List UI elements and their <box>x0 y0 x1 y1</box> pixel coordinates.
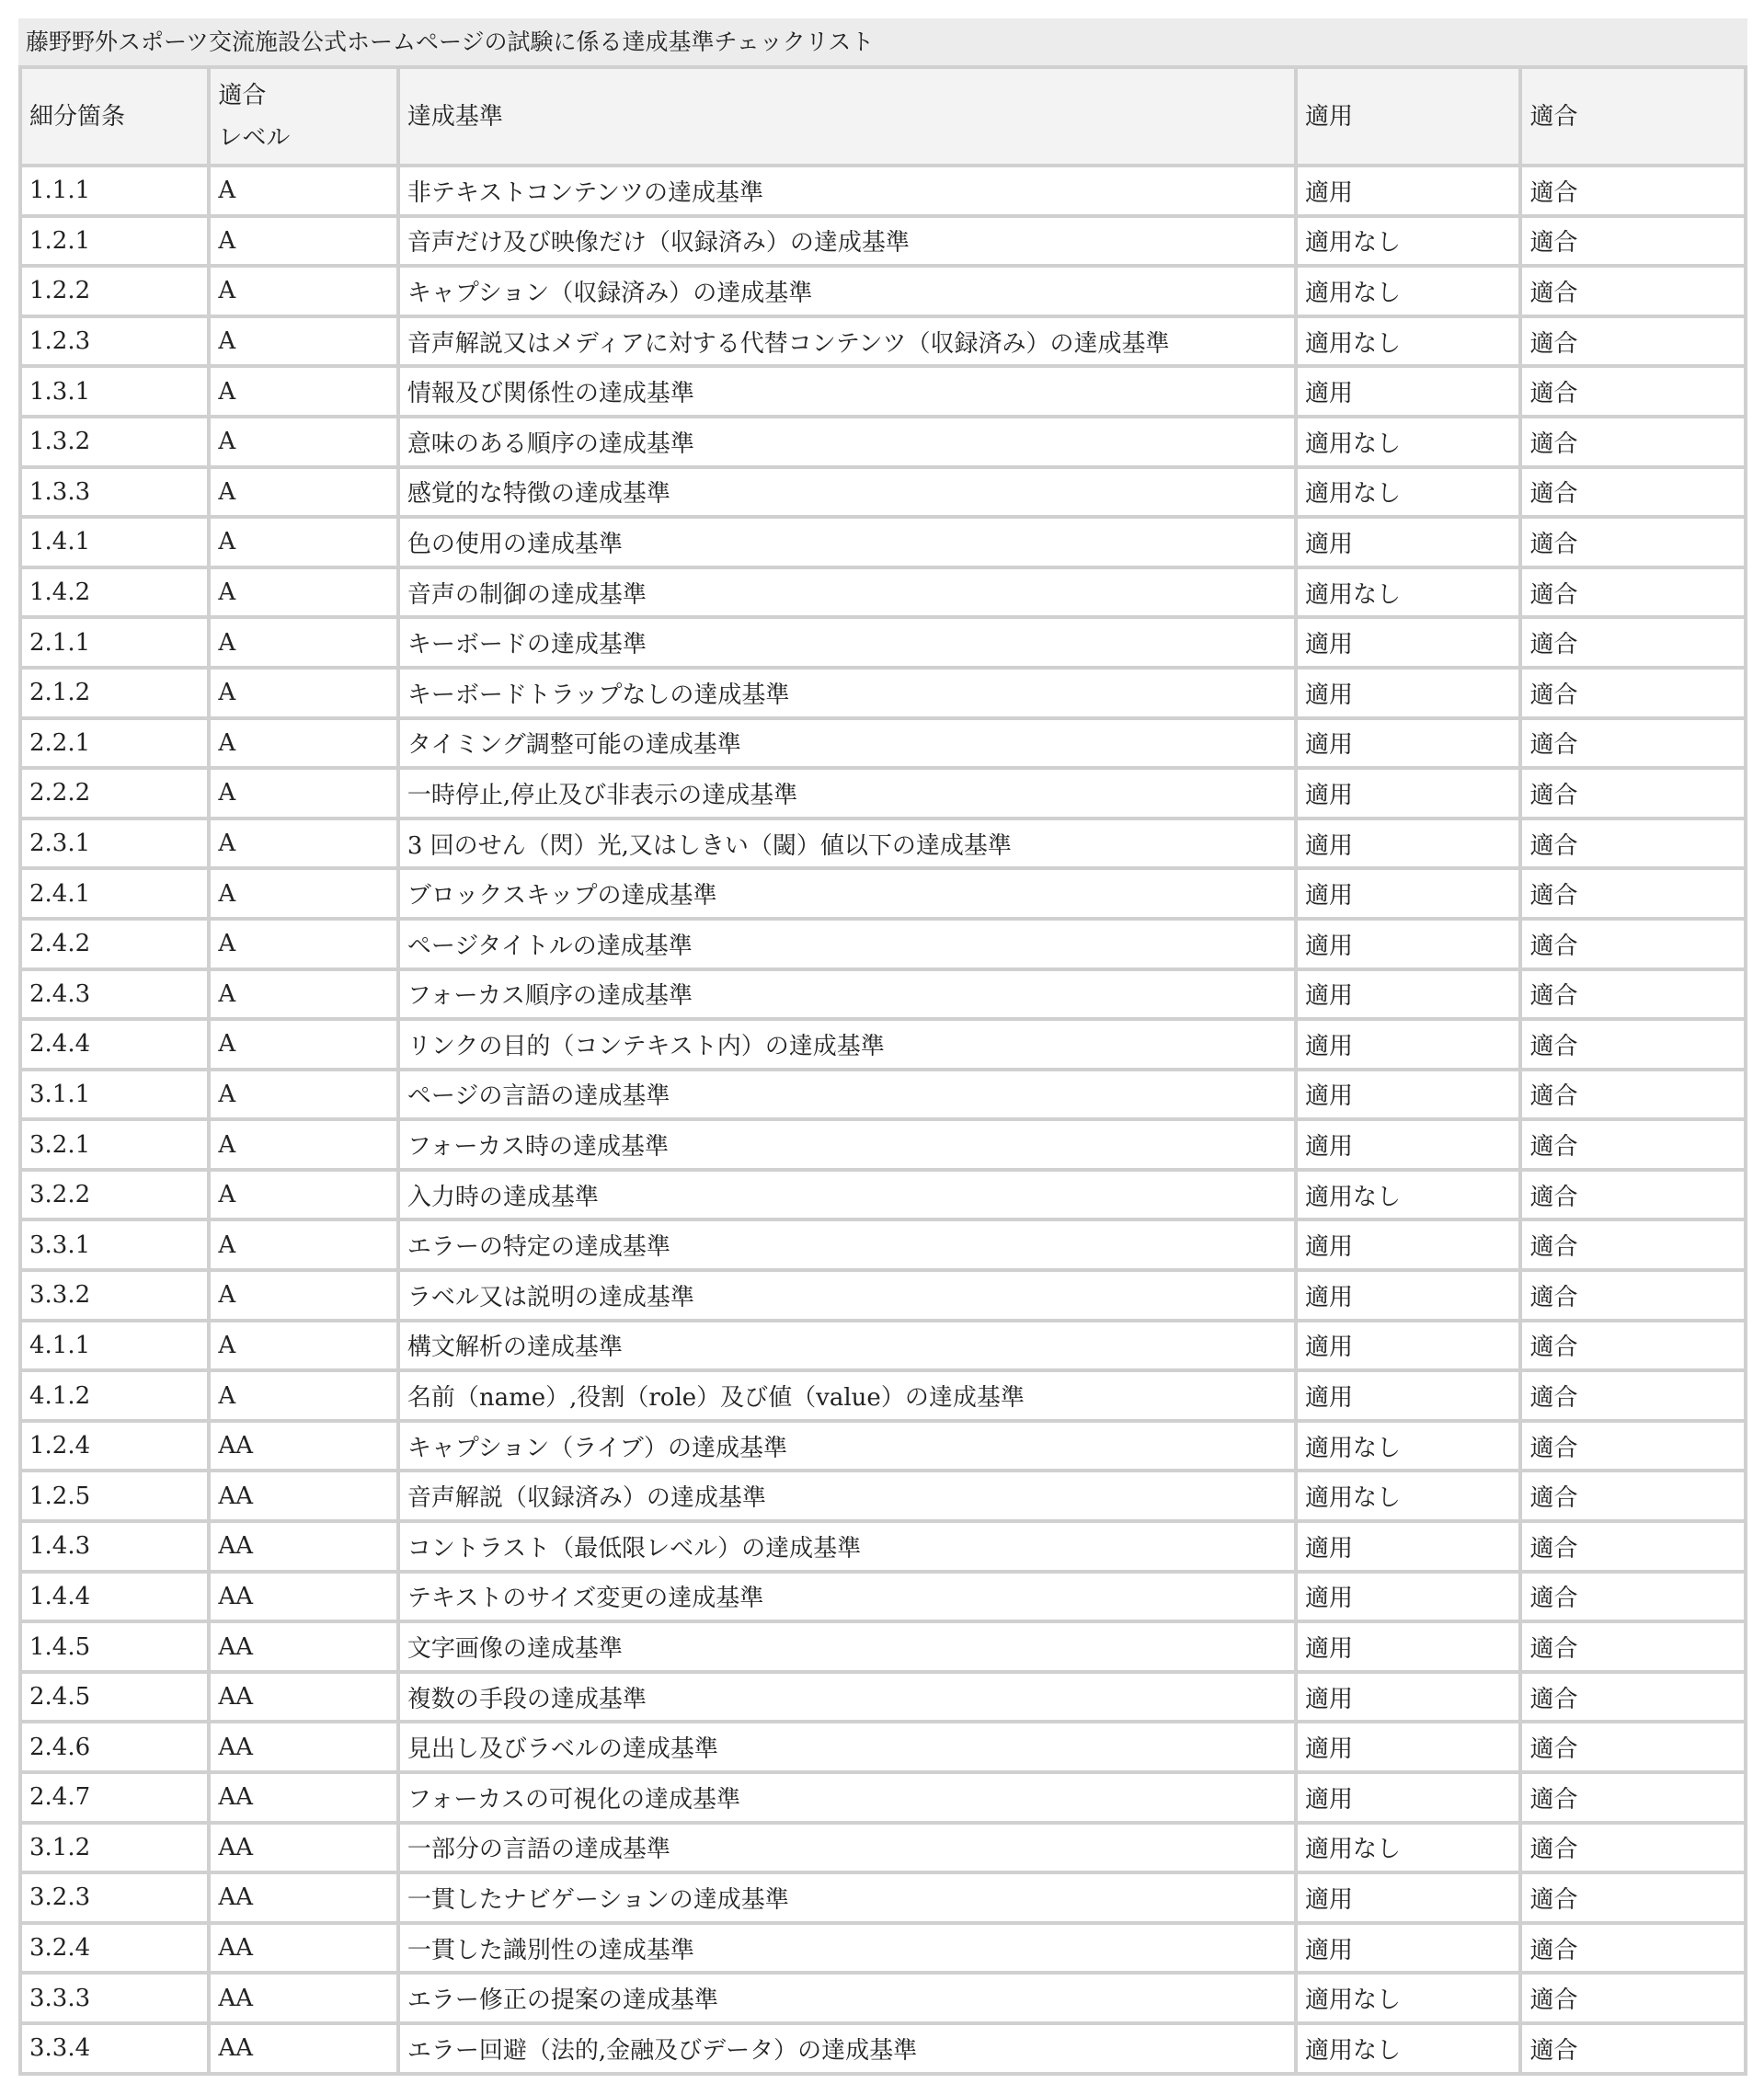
cell-conformance: 適合 <box>1522 1774 1744 1821</box>
cell-conformance: 適合 <box>1522 1221 1744 1268</box>
cell-criterion: 音声解説又はメディアに対する代替コンテンツ（収録済み）の達成基準 <box>400 318 1294 365</box>
cell-level: A <box>211 519 395 566</box>
table-row <box>22 921 1744 967</box>
cell-id: 3.3.1 <box>22 1221 207 1268</box>
cell-id: 1.3.2 <box>22 418 207 465</box>
cell-criterion: エラーの特定の達成基準 <box>400 1221 1294 1268</box>
cell-level: A <box>211 1272 395 1319</box>
header-conformance: 適合 <box>1522 69 1744 164</box>
cell-level: AA <box>211 1723 395 1770</box>
cell-id: 2.4.1 <box>22 870 207 917</box>
cell-criterion: キャプション（ライブ）の達成基準 <box>400 1423 1294 1470</box>
cell-id: 1.4.3 <box>22 1523 207 1570</box>
table-row <box>22 820 1744 867</box>
cell-id: 2.4.2 <box>22 921 207 967</box>
table-row <box>22 1071 1744 1118</box>
cell-level: AA <box>211 1623 395 1670</box>
table-row <box>22 619 1744 666</box>
cell-id: 3.2.1 <box>22 1121 207 1168</box>
table-row <box>22 1121 1744 1168</box>
header-level <box>211 69 395 164</box>
cell-conformance: 適合 <box>1522 619 1744 666</box>
cell-level: A <box>211 1021 395 1068</box>
cell-id: 1.4.2 <box>22 569 207 616</box>
table-row <box>22 1723 1744 1770</box>
cell-criterion: 一部分の言語の達成基準 <box>400 1825 1294 1872</box>
cell-level: AA <box>211 2025 395 2072</box>
cell-id: 2.4.6 <box>22 1723 207 1770</box>
cell-conformance: 適合 <box>1522 1925 1744 1972</box>
cell-level: AA <box>211 1874 395 1921</box>
cell-conformance: 適合 <box>1522 1825 1744 1872</box>
cell-id: 3.2.2 <box>22 1172 207 1219</box>
cell-applies: 適用なし <box>1298 1825 1519 1872</box>
table-row <box>22 1825 1744 1872</box>
cell-id: 2.1.2 <box>22 670 207 716</box>
cell-applies: 適用 <box>1298 368 1519 415</box>
cell-id: 3.1.2 <box>22 1825 207 1872</box>
cell-id: 2.4.4 <box>22 1021 207 1068</box>
cell-applies: 適用 <box>1298 1523 1519 1570</box>
cell-level: A <box>211 218 395 265</box>
cell-criterion: テキストのサイズ変更の達成基準 <box>400 1574 1294 1620</box>
cell-level: A <box>211 870 395 917</box>
cell-conformance: 適合 <box>1522 318 1744 365</box>
cell-conformance: 適合 <box>1522 1472 1744 1519</box>
cell-id: 1.4.5 <box>22 1623 207 1670</box>
table-row <box>22 1574 1744 1620</box>
cell-conformance: 適合 <box>1522 1975 1744 2021</box>
cell-id: 1.3.3 <box>22 469 207 516</box>
table-row <box>22 418 1744 465</box>
cell-criterion: 見出し及びラベルの達成基準 <box>400 1723 1294 1770</box>
cell-level: AA <box>211 1774 395 1821</box>
table-row <box>22 1372 1744 1419</box>
table-row <box>22 670 1744 716</box>
cell-id: 4.1.2 <box>22 1372 207 1419</box>
cell-applies: 適用 <box>1298 770 1519 817</box>
cell-id: 2.2.2 <box>22 770 207 817</box>
cell-conformance: 適合 <box>1522 2025 1744 2072</box>
cell-id: 1.2.3 <box>22 318 207 365</box>
cell-applies: 適用 <box>1298 820 1519 867</box>
cell-conformance: 適合 <box>1522 368 1744 415</box>
table-row <box>22 971 1744 1018</box>
cell-applies: 適用 <box>1298 1021 1519 1068</box>
cell-applies: 適用 <box>1298 1674 1519 1721</box>
cell-id: 2.1.1 <box>22 619 207 666</box>
cell-applies: 適用 <box>1298 670 1519 716</box>
cell-conformance: 適合 <box>1522 1272 1744 1319</box>
cell-id: 1.4.4 <box>22 1574 207 1620</box>
cell-id: 2.4.5 <box>22 1674 207 1721</box>
table-row <box>22 1925 1744 1972</box>
cell-applies: 適用 <box>1298 1774 1519 1821</box>
cell-id: 3.1.1 <box>22 1071 207 1118</box>
cell-conformance: 適合 <box>1522 971 1744 1018</box>
cell-applies: 適用 <box>1298 870 1519 917</box>
cell-level: A <box>211 1322 395 1369</box>
cell-level: AA <box>211 1925 395 1972</box>
cell-criterion: 一貫した識別性の達成基準 <box>400 1925 1294 1972</box>
cell-applies: 適用 <box>1298 519 1519 566</box>
cell-conformance: 適合 <box>1522 268 1744 315</box>
table-row <box>22 469 1744 516</box>
cell-criterion: 音声の制御の達成基準 <box>400 569 1294 616</box>
cell-level: A <box>211 368 395 415</box>
cell-conformance: 適合 <box>1522 1574 1744 1620</box>
table-row <box>22 870 1744 917</box>
cell-criterion: ラベル又は説明の達成基準 <box>400 1272 1294 1319</box>
table-row <box>22 1874 1744 1921</box>
cell-criterion: キャプション（収録済み）の達成基準 <box>400 268 1294 315</box>
checklist-table <box>18 65 1747 2076</box>
cell-id: 4.1.1 <box>22 1322 207 1369</box>
cell-level: AA <box>211 1975 395 2021</box>
table-row <box>22 1472 1744 1519</box>
cell-criterion: タイミング調整可能の達成基準 <box>400 720 1294 767</box>
cell-criterion: 一貫したナビゲーションの達成基準 <box>400 1874 1294 1921</box>
cell-criterion: 文字画像の達成基準 <box>400 1623 1294 1670</box>
cell-conformance: 適合 <box>1522 770 1744 817</box>
cell-applies: 適用なし <box>1298 1975 1519 2021</box>
cell-criterion: 非テキストコンテンツの達成基準 <box>400 167 1294 214</box>
cell-level: A <box>211 167 395 214</box>
cell-criterion: 感覚的な特徴の達成基準 <box>400 469 1294 516</box>
cell-level: A <box>211 619 395 666</box>
cell-conformance: 適合 <box>1522 1071 1744 1118</box>
cell-level: A <box>211 670 395 716</box>
header-id: 細分箇条 <box>22 69 207 164</box>
table-row <box>22 318 1744 365</box>
header-level-line1: 適合 <box>218 81 267 109</box>
table-row <box>22 1523 1744 1570</box>
cell-conformance: 適合 <box>1522 720 1744 767</box>
cell-conformance: 適合 <box>1522 870 1744 917</box>
cell-conformance: 適合 <box>1522 670 1744 716</box>
table-row <box>22 1975 1744 2021</box>
cell-applies: 適用 <box>1298 1322 1519 1369</box>
cell-conformance: 適合 <box>1522 167 1744 214</box>
cell-applies: 適用なし <box>1298 2025 1519 2072</box>
cell-level: AA <box>211 1523 395 1570</box>
cell-criterion: 意味のある順序の達成基準 <box>400 418 1294 465</box>
cell-id: 1.2.4 <box>22 1423 207 1470</box>
cell-criterion: ブロックスキップの達成基準 <box>400 870 1294 917</box>
cell-applies: 適用なし <box>1298 569 1519 616</box>
cell-criterion: 複数の手段の達成基準 <box>400 1674 1294 1721</box>
table-row <box>22 1221 1744 1268</box>
cell-criterion: ページタイトルの達成基準 <box>400 921 1294 967</box>
cell-level: AA <box>211 1423 395 1470</box>
header-row <box>22 69 1744 164</box>
cell-id: 3.3.2 <box>22 1272 207 1319</box>
cell-id: 1.4.1 <box>22 519 207 566</box>
cell-level: A <box>211 820 395 867</box>
cell-applies: 適用 <box>1298 1221 1519 1268</box>
cell-criterion: 入力時の達成基準 <box>400 1172 1294 1219</box>
cell-criterion: 一時停止,停止及び非表示の達成基準 <box>400 770 1294 817</box>
cell-id: 3.3.3 <box>22 1975 207 2021</box>
cell-id: 1.1.1 <box>22 167 207 214</box>
cell-conformance: 適合 <box>1522 1674 1744 1721</box>
cell-level: A <box>211 770 395 817</box>
cell-id: 2.4.3 <box>22 971 207 1018</box>
cell-conformance: 適合 <box>1522 569 1744 616</box>
cell-applies: 適用 <box>1298 1372 1519 1419</box>
cell-criterion: 3 回のせん（閃）光,又はしきい（閾）値以下の達成基準 <box>400 820 1294 867</box>
cell-criterion: フォーカスの可視化の達成基準 <box>400 1774 1294 1821</box>
cell-criterion: 名前（name）,役割（role）及び値（value）の達成基準 <box>400 1372 1294 1419</box>
cell-level: A <box>211 418 395 465</box>
cell-id: 1.2.1 <box>22 218 207 265</box>
header-level-line2: レベル <box>218 123 291 152</box>
cell-applies: 適用なし <box>1298 1172 1519 1219</box>
cell-level: A <box>211 1372 395 1419</box>
table-row <box>22 569 1744 616</box>
cell-applies: 適用 <box>1298 1723 1519 1770</box>
cell-criterion: 音声解説（収録済み）の達成基準 <box>400 1472 1294 1519</box>
cell-criterion: エラー修正の提案の達成基準 <box>400 1975 1294 2021</box>
cell-id: 2.2.1 <box>22 720 207 767</box>
cell-conformance: 適合 <box>1522 519 1744 566</box>
cell-applies: 適用 <box>1298 971 1519 1018</box>
cell-level: AA <box>211 1674 395 1721</box>
cell-level: A <box>211 1121 395 1168</box>
cell-applies: 適用なし <box>1298 1472 1519 1519</box>
cell-criterion: フォーカス順序の達成基準 <box>400 971 1294 1018</box>
table-row <box>22 368 1744 415</box>
cell-applies: 適用 <box>1298 1874 1519 1921</box>
cell-level: AA <box>211 1472 395 1519</box>
cell-criterion: エラー回避（法的,金融及びデータ）の達成基準 <box>400 2025 1294 2072</box>
table-row <box>22 1172 1744 1219</box>
cell-conformance: 適合 <box>1522 218 1744 265</box>
cell-level: A <box>211 1172 395 1219</box>
cell-conformance: 適合 <box>1522 1172 1744 1219</box>
table-row <box>22 1322 1744 1369</box>
cell-level: A <box>211 569 395 616</box>
cell-id: 1.2.5 <box>22 1472 207 1519</box>
cell-level: A <box>211 469 395 516</box>
cell-level: A <box>211 720 395 767</box>
table-row <box>22 2025 1744 2072</box>
cell-level: A <box>211 268 395 315</box>
cell-conformance: 適合 <box>1522 1523 1744 1570</box>
cell-conformance: 適合 <box>1522 1322 1744 1369</box>
cell-applies: 適用なし <box>1298 1423 1519 1470</box>
table-row <box>22 1272 1744 1319</box>
cell-applies: 適用なし <box>1298 318 1519 365</box>
cell-conformance: 適合 <box>1522 1874 1744 1921</box>
cell-id: 1.3.1 <box>22 368 207 415</box>
cell-applies: 適用なし <box>1298 218 1519 265</box>
cell-conformance: 適合 <box>1522 418 1744 465</box>
cell-criterion: ページの言語の達成基準 <box>400 1071 1294 1118</box>
cell-applies: 適用 <box>1298 1623 1519 1670</box>
cell-id: 2.3.1 <box>22 820 207 867</box>
table-row <box>22 167 1744 214</box>
cell-applies: 適用 <box>1298 619 1519 666</box>
table-row <box>22 720 1744 767</box>
table-body <box>22 167 1744 2072</box>
cell-applies: 適用 <box>1298 167 1519 214</box>
cell-criterion: 構文解析の達成基準 <box>400 1322 1294 1369</box>
table-row <box>22 1623 1744 1670</box>
cell-conformance: 適合 <box>1522 1021 1744 1068</box>
cell-conformance: 適合 <box>1522 921 1744 967</box>
cell-level: A <box>211 318 395 365</box>
cell-conformance: 適合 <box>1522 1121 1744 1168</box>
cell-level: A <box>211 971 395 1018</box>
cell-criterion: フォーカス時の達成基準 <box>400 1121 1294 1168</box>
cell-applies: 適用 <box>1298 921 1519 967</box>
cell-level: A <box>211 921 395 967</box>
cell-id: 3.2.4 <box>22 1925 207 1972</box>
cell-id: 2.4.7 <box>22 1774 207 1821</box>
checklist-container <box>18 18 1747 2076</box>
cell-applies: 適用 <box>1298 1574 1519 1620</box>
cell-applies: 適用 <box>1298 720 1519 767</box>
cell-applies: 適用なし <box>1298 469 1519 516</box>
cell-level: A <box>211 1071 395 1118</box>
cell-criterion: 情報及び関係性の達成基準 <box>400 368 1294 415</box>
cell-level: AA <box>211 1825 395 1872</box>
cell-id: 3.3.4 <box>22 2025 207 2072</box>
cell-criterion: キーボードトラップなしの達成基準 <box>400 670 1294 716</box>
cell-applies: 適用 <box>1298 1071 1519 1118</box>
cell-conformance: 適合 <box>1522 1723 1744 1770</box>
table-row <box>22 268 1744 315</box>
cell-applies: 適用なし <box>1298 268 1519 315</box>
header-applies: 適用 <box>1298 69 1519 164</box>
cell-conformance: 適合 <box>1522 469 1744 516</box>
cell-id: 1.2.2 <box>22 268 207 315</box>
cell-applies: 適用 <box>1298 1272 1519 1319</box>
cell-conformance: 適合 <box>1522 1623 1744 1670</box>
table-row <box>22 770 1744 817</box>
table-row <box>22 1021 1744 1068</box>
cell-criterion: 音声だけ及び映像だけ（収録済み）の達成基準 <box>400 218 1294 265</box>
cell-criterion: キーボードの達成基準 <box>400 619 1294 666</box>
cell-id: 3.2.3 <box>22 1874 207 1921</box>
table-row <box>22 1774 1744 1821</box>
cell-applies: 適用なし <box>1298 418 1519 465</box>
cell-criterion: コントラスト（最低限レベル）の達成基準 <box>400 1523 1294 1570</box>
table-row <box>22 1423 1744 1470</box>
table-row <box>22 218 1744 265</box>
cell-applies: 適用 <box>1298 1925 1519 1972</box>
cell-criterion: 色の使用の達成基準 <box>400 519 1294 566</box>
header-criterion: 達成基準 <box>400 69 1294 164</box>
cell-conformance: 適合 <box>1522 1372 1744 1419</box>
cell-level: A <box>211 1221 395 1268</box>
table-caption: 藤野野外スポーツ交流施設公式ホームページの試験に係る達成基準チェックリスト <box>18 18 1747 65</box>
cell-criterion: リンクの目的（コンテキスト内）の達成基準 <box>400 1021 1294 1068</box>
cell-level: AA <box>211 1574 395 1620</box>
table-row <box>22 519 1744 566</box>
cell-conformance: 適合 <box>1522 1423 1744 1470</box>
table-row <box>22 1674 1744 1721</box>
cell-applies: 適用 <box>1298 1121 1519 1168</box>
cell-conformance: 適合 <box>1522 820 1744 867</box>
